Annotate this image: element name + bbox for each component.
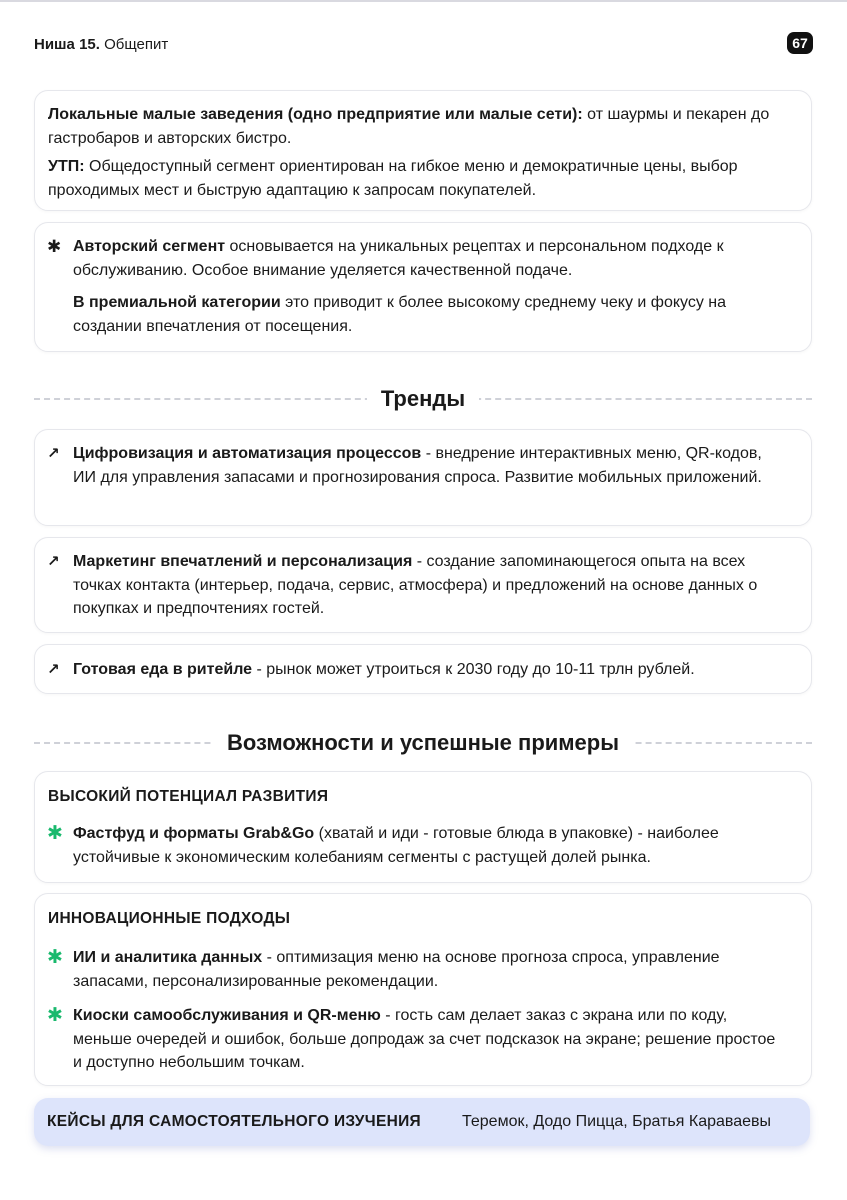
asterisk-icon: ✱ — [47, 237, 62, 256]
innovation-card — [34, 893, 812, 1086]
potential-item — [47, 822, 783, 869]
cases-banner — [34, 1098, 810, 1146]
author-segment-card — [34, 222, 812, 352]
trend-item — [47, 442, 783, 489]
author-text: основывается на уникальных рецептах и персональном подходе к обслуживанию. Особое внимание уделяется качественной подаче. — [73, 238, 724, 279]
potential-bold: Фастфуд и форматы Grab&Go — [73, 825, 315, 842]
innovation-item — [47, 946, 783, 993]
usp-bold: УТП: — [48, 158, 85, 175]
niche-label: Ниша 15. — [34, 36, 100, 53]
page-header — [34, 36, 814, 56]
cases-label: КЕЙСЫ ДЛЯ САМОСТОЯТЕЛЬНОГО ИЗУЧЕНИЯ — [47, 1113, 421, 1130]
premium-paragraph — [47, 291, 783, 338]
niche-name: Общепит — [104, 36, 169, 53]
premium-text: это приводит к более высокому среднему чеку и фокусу на создании впечатления от посещения. — [73, 294, 727, 335]
green-asterisk-icon: ✱ — [47, 947, 63, 968]
usp-paragraph — [48, 155, 788, 202]
trend-bold: Цифровизация и автоматизация процессов — [73, 445, 422, 462]
trends-title: Тренды — [367, 386, 479, 411]
trend-text: - создание запоминающегося опыта на всех точках контакта (интерьер, подача, сервис, атмосфера) и предложений на основе данных о покупках и предпочтениях гостей. — [73, 553, 758, 617]
arrow-up-right-icon: ↗ — [47, 445, 60, 462]
trend-card — [34, 644, 812, 694]
innovation-bold: Киоски самообслуживания и QR-меню — [73, 1007, 381, 1024]
cases-value: Теремок, Додо Пицца, Братья Караваевы — [462, 1113, 772, 1130]
premium-bold: В премиальной категории — [73, 294, 281, 311]
trend-item — [47, 550, 783, 621]
local-bold: Локальные малые заведения (одно предприятие или малые сети): — [48, 106, 583, 123]
top-divider — [0, 0, 847, 2]
innovation-heading: ИННОВАЦИОННЫЕ ПОДХОДЫ — [48, 910, 291, 927]
local-establishments-card — [34, 90, 812, 211]
local-text: от шаурмы и пекарен до гастробаров и авторских бистро. — [48, 106, 770, 147]
trend-text: - внедрение интерактивных меню, QR-кодов, ИИ для управления запасами и прогнозирования спроса. Развитие мобильных приложений. — [73, 445, 762, 486]
opportunities-title: Возможности и успешные примеры — [213, 730, 633, 755]
trend-card — [34, 537, 812, 633]
local-paragraph — [48, 103, 788, 150]
high-potential-card — [34, 771, 812, 883]
arrow-up-right-icon: ↗ — [47, 553, 60, 570]
trend-card — [34, 429, 812, 526]
opportunities-section-heading — [34, 728, 812, 758]
innovation-item — [47, 1004, 783, 1075]
trends-section-heading — [34, 384, 812, 414]
green-asterisk-icon: ✱ — [47, 1005, 63, 1026]
innovation-text: - оптимизация меню на основе прогноза спроса, управление запасами, персонализированные рекомендации. — [73, 949, 720, 990]
author-paragraph — [47, 235, 783, 282]
innovation-bold: ИИ и аналитика данных — [73, 949, 263, 966]
author-bold: Авторский сегмент — [73, 238, 226, 255]
trend-bold: Маркетинг впечатлений и персонализация — [73, 553, 413, 570]
page-number-badge: 67 — [787, 32, 813, 54]
innovation-text: - гость сам делает заказ с экрана или по коду, меньше очередей и ошибок, больше допродаж за счет подсказок на экране; решение простое и доступно небольшим точкам. — [73, 1007, 776, 1071]
green-asterisk-icon: ✱ — [47, 823, 63, 844]
trend-bold: Готовая еда в ритейле — [73, 661, 253, 678]
arrow-up-right-icon: ↗ — [47, 661, 60, 678]
author-item — [47, 235, 783, 338]
high-potential-heading: ВЫСОКИЙ ПОТЕНЦИАЛ РАЗВИТИЯ — [48, 788, 329, 805]
trend-item — [47, 658, 783, 682]
usp-text: Общедоступный сегмент ориентирован на гибкое меню и демократичные цены, выбор проходимых мест и быструю адаптацию к запросам покупателей. — [48, 158, 738, 199]
trend-text: - рынок может утроиться к 2030 году до 10-11 трлн рублей. — [252, 661, 695, 678]
potential-text: (хватай и иди - готовые блюда в упаковке) - наиболее устойчивые к экономическим колебаниям сегменты с растущей долей рынка. — [73, 825, 719, 866]
